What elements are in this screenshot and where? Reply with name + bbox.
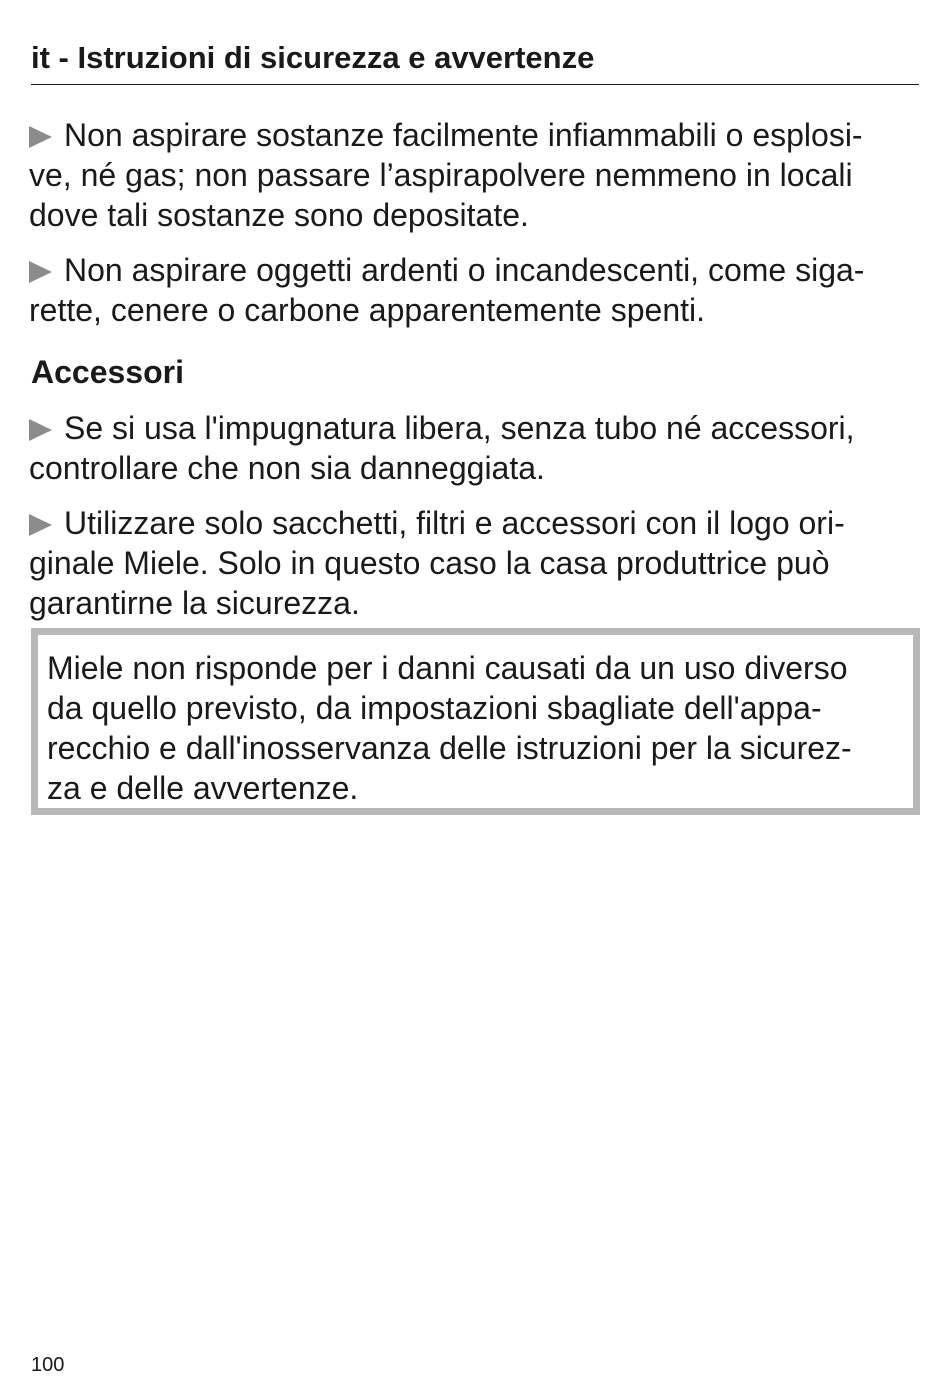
page-number: 100 [31, 1354, 65, 1376]
item-line: controllare che non sia danneggiata. [29, 450, 545, 486]
item-line: dove tali sostanze sono depositate. [29, 197, 529, 233]
liability-notice-box [31, 628, 920, 815]
notice-line: Miele non risponde per i danni causati da un uso diverso [47, 650, 848, 686]
safety-item-handle [29, 408, 921, 488]
item-line: Non aspirare oggetti ardenti o incandescenti, come siga- [64, 252, 865, 288]
item-line: Non aspirare sostanze facilmente infiammabili o esplosi- [64, 117, 863, 153]
page-header-title: it - Istruzioni di sicurezza e avvertenze [31, 38, 919, 85]
safety-item-flammable [29, 115, 921, 235]
liability-notice-text [47, 648, 909, 808]
section-heading-accessori: Accessori [31, 354, 184, 390]
triangle-bullet-icon [29, 126, 52, 148]
safety-item-original-accessories [29, 503, 921, 623]
item-line: rette, cenere o carbone apparentemente spenti. [29, 292, 705, 328]
triangle-bullet-icon [29, 261, 52, 283]
item-line: Se si usa l'impugnatura libera, senza tubo né accessori, [64, 410, 855, 446]
item-line: ve, né gas; non passare l’aspirapolvere nemmeno in locali [29, 157, 853, 193]
item-line: Utilizzare solo sacchetti, filtri e accessori con il logo ori- [64, 505, 845, 541]
triangle-bullet-icon [29, 514, 52, 536]
notice-line: recchio e dall'inosservanza delle istruzioni per la sicurez- [47, 730, 852, 766]
notice-line: za e delle avvertenze. [47, 770, 359, 806]
safety-item-burning-objects [29, 250, 921, 330]
item-line: garantirne la sicurezza. [29, 585, 360, 621]
triangle-bullet-icon [29, 419, 52, 441]
notice-line: da quello previsto, da impostazioni sbagliate dell'appa- [47, 690, 822, 726]
item-line: ginale Miele. Solo in questo caso la casa produttrice può [29, 545, 830, 581]
